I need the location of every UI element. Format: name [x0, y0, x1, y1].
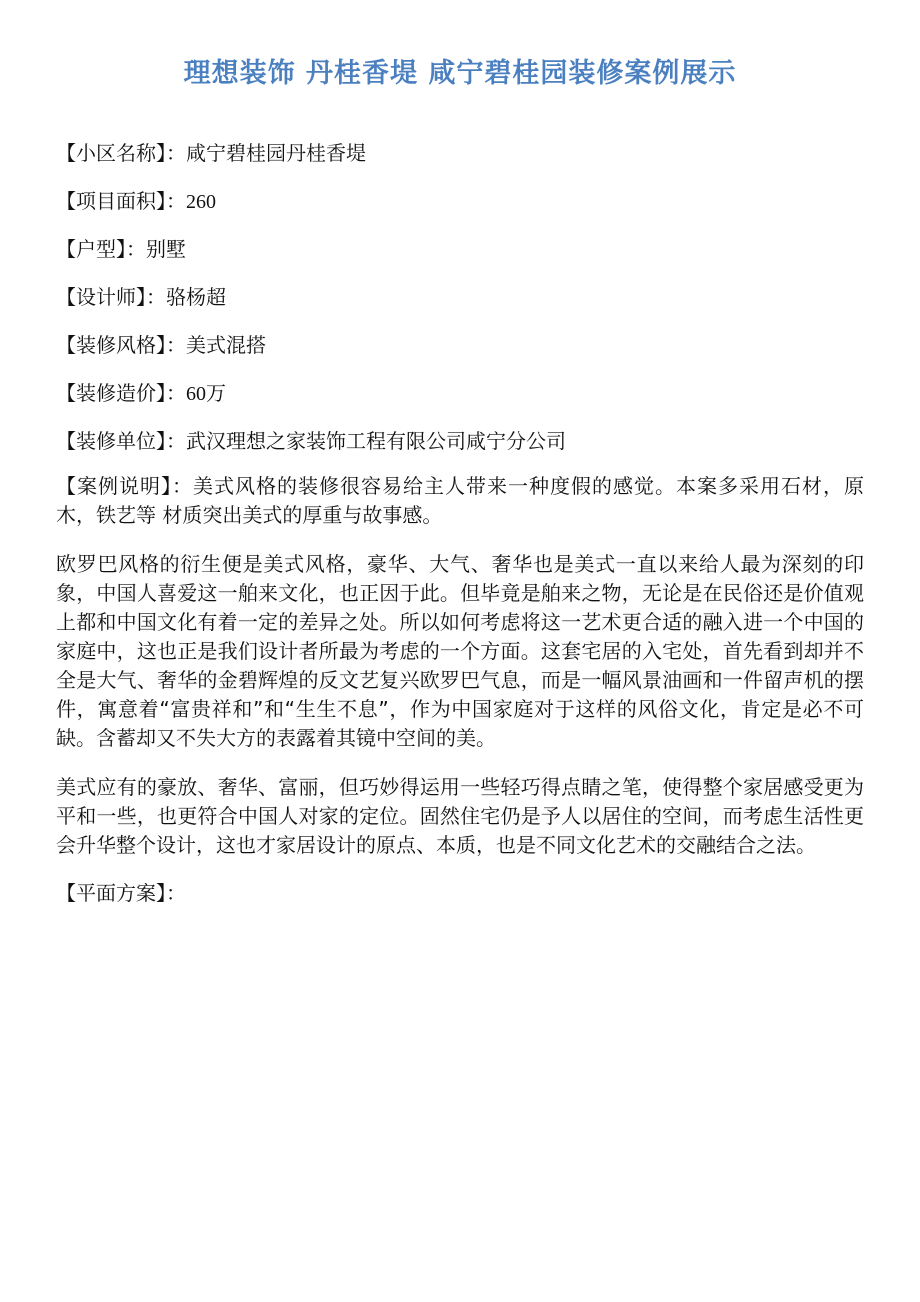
- field-colon: ：: [146, 285, 166, 309]
- floor-plan-heading: [56, 880, 864, 906]
- case-description: [56, 472, 864, 530]
- floor-plan-colon: ：: [166, 881, 186, 905]
- field-label: 【小区名称】: [56, 141, 166, 165]
- field-project-area: [56, 188, 864, 214]
- field-value: 60万: [186, 383, 226, 405]
- field-label: 【设计师】: [56, 285, 146, 309]
- field-colon: ：: [166, 381, 186, 405]
- field-value: 骆杨超: [166, 285, 226, 309]
- project-info: [56, 140, 864, 454]
- case-description-colon: ：: [172, 474, 193, 498]
- field-decoration-cost: [56, 380, 864, 406]
- field-value: 美式混搭: [186, 333, 266, 357]
- field-value: 咸宁碧桂园丹桂香堤: [186, 141, 366, 165]
- field-label: 【装修造价】: [56, 381, 166, 405]
- field-colon: ：: [166, 429, 186, 453]
- field-value: 别墅: [146, 237, 186, 261]
- field-colon: ：: [166, 141, 186, 165]
- field-decoration-style: [56, 332, 864, 358]
- field-label: 【装修单位】: [56, 429, 166, 453]
- field-decoration-company: [56, 428, 864, 454]
- field-colon: ：: [166, 333, 186, 357]
- case-description-label: 【案例说明】: [56, 474, 172, 498]
- field-house-type: [56, 236, 864, 262]
- field-community-name: [56, 140, 864, 166]
- field-designer: [56, 284, 864, 310]
- floor-plan-label: 【平面方案】: [56, 881, 166, 905]
- field-colon: ：: [126, 237, 146, 261]
- document-title: 理想装饰 丹桂香堤 咸宁碧桂园装修案例展示: [183, 58, 737, 89]
- field-value: 武汉理想之家装饰工程有限公司咸宁分公司: [186, 429, 566, 453]
- case-description-text: 美式风格的装修很容易给主人带来一种度假的感觉。本案多采用石材，原木，铁艺等 材质突出美式的厚重与故事感。: [56, 474, 864, 527]
- field-value: 260: [186, 191, 216, 213]
- body-paragraph: 美式应有的豪放、奢华、富丽，但巧妙得运用一些轻巧得点睛之笔，使得整个家居感受更为平和一些，也更符合中国人对家的定位。固然住宅仍是予人以居住的空间，而考虑生活性更会升华整个设计，这也才家居设计的原点、本质，也是不同文化艺术的交融结合之法。: [56, 775, 864, 857]
- field-label: 【项目面积】: [56, 189, 166, 213]
- field-colon: ：: [166, 189, 186, 213]
- field-label: 【装修风格】: [56, 333, 166, 357]
- body-paragraph: 欧罗巴风格的衍生便是美式风格，豪华、大气、奢华也是美式一直以来给人最为深刻的印象，中国人喜爱这一舶来文化，也正因于此。但毕竟是舶来之物，无论是在民俗还是价值观上都和中国文化有着一定的差异之处。所以如何考虑将这一艺术更合适的融入进一个中国的家庭中，这也正是我们设计者所最为考虑的一个方面。这套宅居的入宅处，首先看到却并不全是大气、奢华的金碧辉煌的反文艺复兴欧罗巴气息，而是一幅风景油画和一件留声机的摆件，寓意着“富贵祥和”和“生生不息”，作为中国家庭对于这样的风俗文化，肯定是必不可缺。含蓄却又不失大方的表露着其镜中空间的美。: [56, 552, 864, 750]
- field-label: 【户型】: [56, 237, 126, 261]
